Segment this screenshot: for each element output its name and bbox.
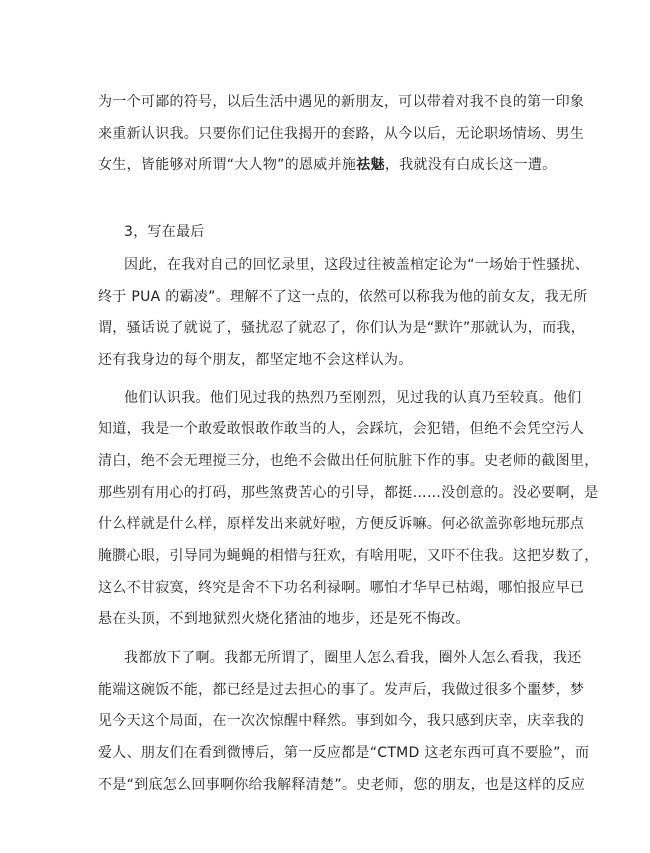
text-line [0, 155, 650, 175]
text-line: 不是“到底怎么回事啊你给我解释清楚”。史老师，您的朋友，也是这样的反应 [98, 777, 586, 793]
text-line: 他们认识我。他们见过我的热烈乃至刚烈，见过我的认真乃至较真。他们 [124, 390, 582, 406]
text-line: 知道，我是一个敢爱敢恨敢作敢当的人，会踩坑，会犯错，但绝不会凭空污人 [98, 421, 585, 437]
text-line: 什么样就是什么样，原样发出来就好啦，方便反诉嘛。何必欲盖弥彰地玩那点 [98, 516, 585, 532]
text-line: 还有我身边的每个朋友，都坚定地不会这样认为。 [98, 352, 413, 368]
text-line: 腌臜心眼，引导同为蝇蝇的相惜与狂欢，有啥用呢，又吓不住我。这把岁数了， [98, 548, 599, 564]
section-heading: 3，写在最后 [124, 224, 205, 240]
text-line: 那些别有用心的打码，那些煞费苦心的引导，都挺……没创意的。没必要啊，是 [98, 485, 599, 501]
text-line: 悬在头顶，不到地狱烈火烧化猪油的地步，还是死不悔改。 [98, 611, 470, 627]
text-segment: 女生，皆能够对所谓“大人物”的恩威并施 [98, 157, 357, 173]
text-segment: ，我就没有白成长这一遭。 [384, 157, 557, 173]
text-line: 我都放下了啊。我都无所谓了，圈里人怎么看我，圈外人怎么看我，我还 [124, 650, 582, 666]
bold-text: 祛魅 [356, 157, 385, 173]
text-line: 终于 PUA 的霸凌”。理解不了这一点的，依然可以称我为他的前女友，我无所 [98, 289, 588, 305]
text-line: 能端这碗饭不能，都已经是过去担心的事了。发声后，我做过很多个噩梦，梦 [98, 682, 585, 698]
text-line: 清白，绝不会无理搅三分，也绝不会做出任何肮脏下作的事。史老师的截图里， [98, 453, 599, 469]
text-line: 来重新认识我。只要你们记住我揭开的套路，从今以后，无论职场情场、男生 [98, 126, 585, 142]
text-line: 因此，在我对自己的回忆录里，这段过往被盖棺定论为“一场始于性骚扰、 [124, 257, 590, 273]
text-line: 爱人、朋友们在看到微博后，第一反应都是“CTMD 这老东西可真不要脸”，而 [98, 745, 590, 761]
text-line: 为一个可鄙的符号，以后生活中遇见的新朋友，可以带着对我不良的第一印象 [98, 94, 585, 110]
text-line: 谓，骚话说了就说了，骚扰忍了就忍了，你们认为是“默许”那就认为，而我， [98, 320, 586, 336]
text-line: 见今天这个局面，在一次次惊醒中释然。事到如今，我只感到庆幸，庆幸我的 [98, 713, 585, 729]
text-line: 这么不甘寂寞，终究是舍不下功名利禄啊。哪怕才华早已枯竭，哪怕报应早已 [98, 580, 585, 596]
